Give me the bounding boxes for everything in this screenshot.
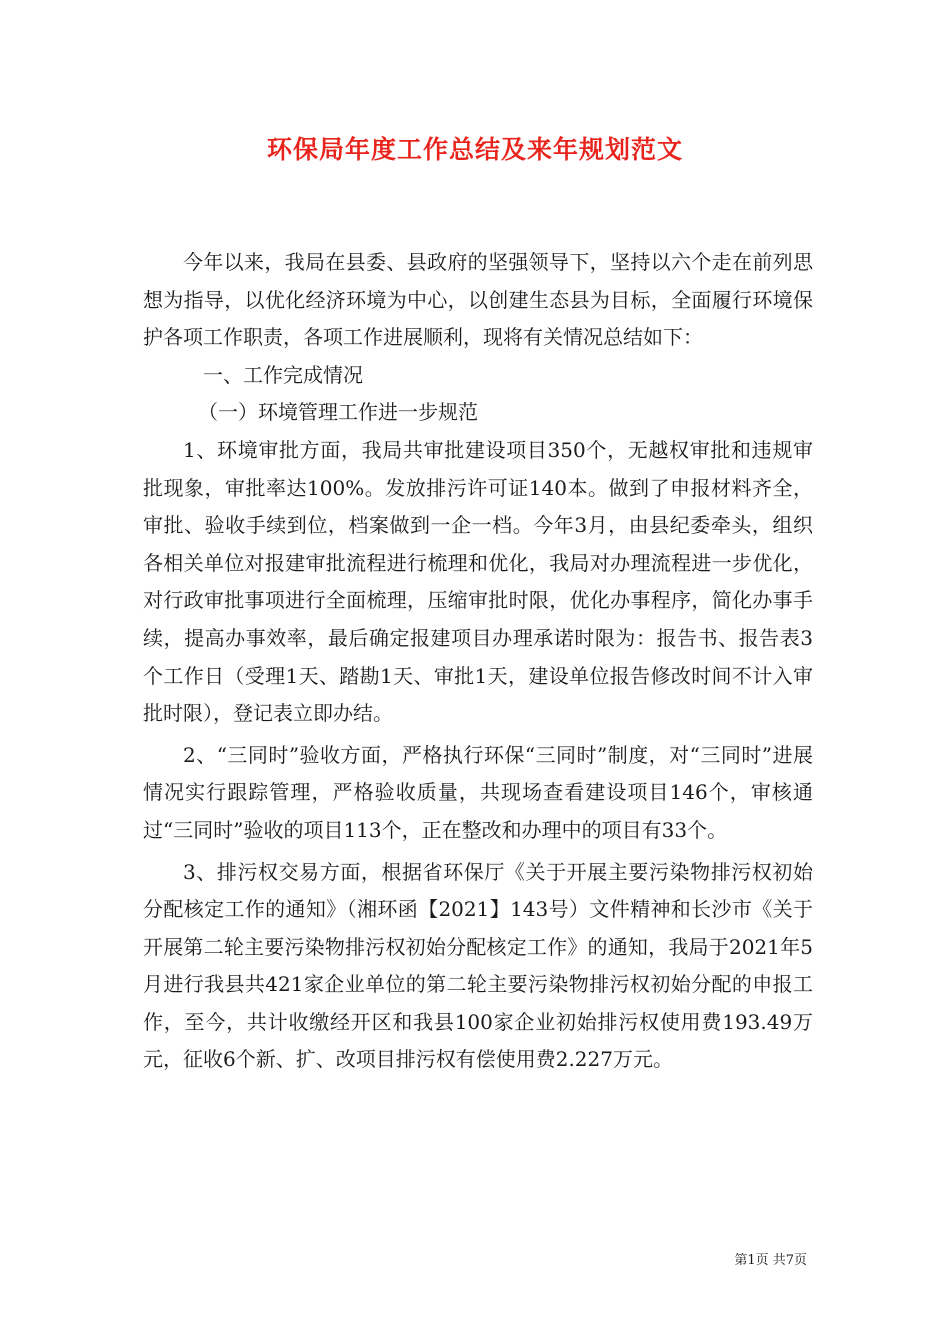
paragraph-emission-trading: 3、排污权交易方面，根据省环保厅《关于开展主要污染物排污权初始分配核定工作的通知》（湘环函【2021】143号）文件精神和长沙市《关于开展第二轮主要污染物排污权初始分配核定工作》的通知，我局于2021年5月进行我县共421家企业单位的第二轮主要污染物排污权初始分配的申报工作，至今，共计收缴经开区和我县100家企业初始排污权使用费193.49万元，征收6个新、扩、改项目排污权有偿使用费2.227万元。 bbox=[143, 859, 813, 1072]
page-number: 第1页 共7页 bbox=[734, 1253, 807, 1268]
subsection-heading: （一）环境管理工作进一步规范 bbox=[198, 400, 478, 425]
intro-paragraph: 今年以来，我局在县委、县政府的坚强领导下，坚持以六个走在前列思想为指导，以优化经济环境为中心，以创建生态县为目标，全面履行环境保护各项工作职责，各项工作进展顺利，现将有关情况总结如下： bbox=[143, 250, 813, 350]
paragraph-three-simultaneous: 2、“三同时”验收方面，严格执行环保“三同时”制度，对“三同时”进展情况实行跟踪管理，严格验收质量，共现场查看建设项目146个，审核通过“三同时”验收的项目113个，正在整改和办理中的项目有33个。 bbox=[143, 742, 813, 842]
document-title: 环保局年度工作总结及来年规划范文 bbox=[266, 135, 683, 164]
document-body bbox=[143, 244, 813, 1079]
section-heading: 一、工作完成情况 bbox=[203, 362, 363, 387]
paragraph-approval: 1、环境审批方面，我局共审批建设项目350个，无越权审批和违规审批现象，审批率达100%。发放排污许可证140本。做到了申报材料齐全，审批、验收手续到位，档案做到一企一档。今年3月，由县纪委牵头，组织各相关单位对报建审批流程进行梳理和优化，我局对办理流程进一步优化，对行政审批事项进行全面梳理，压缩审批时限，优化办事程序，简化办事手续，提高办事效率，最后确定报建项目办理承诺时限为：报告书、报告表3个工作日（受理1天、踏勘1天、审批1天，建设单位报告修改时间不计入审批时限），登记表立即办结。 bbox=[143, 437, 813, 726]
